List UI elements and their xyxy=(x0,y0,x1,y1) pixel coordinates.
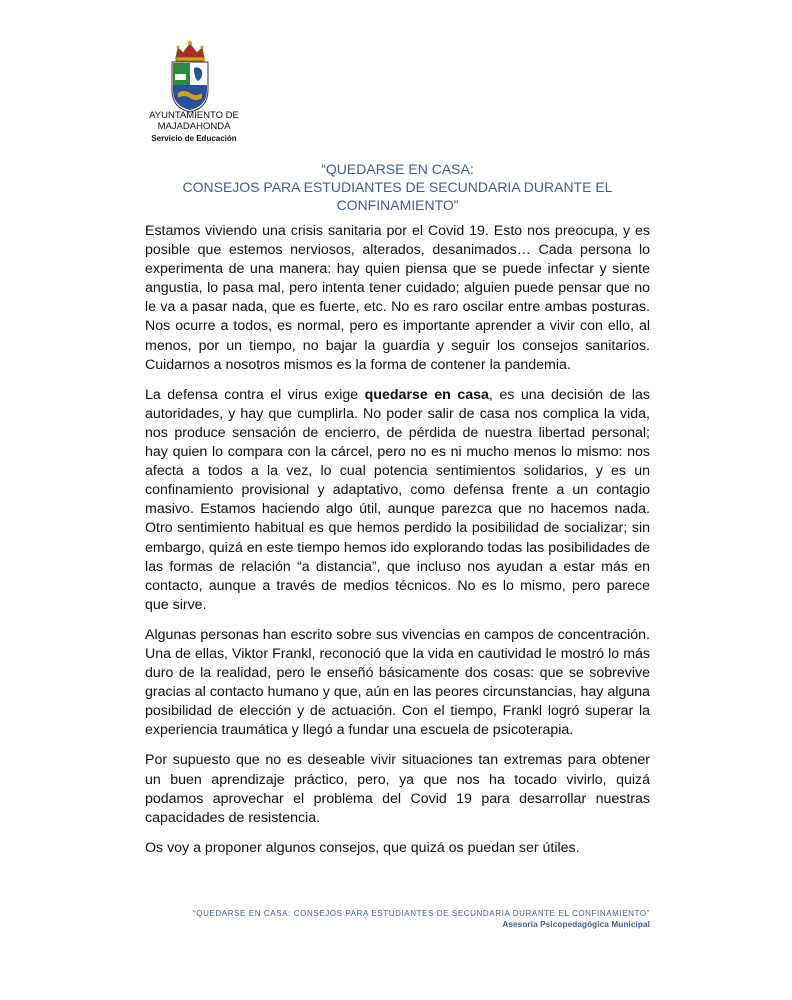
footer-department: Asesoría Psicopedagógica Municipal xyxy=(502,920,650,929)
paragraph-2 xyxy=(145,386,650,615)
paragraph-1: Estamos viviendo una crisis sanitaria por el Covid 19. Esto nos preocupa, y es posible que estemos nerviosos, alterados, desanimados… Cada persona lo experimenta de una manera: hay quien piensa que se puede infectar y siente angustia, lo pasa mal, pero intenta tener cuidado; alguien puede pensar que no le va a pasar nada, que es fuerte, etc. No es raro oscilar entre ambas posturas. Nos ocurre a todos, es normal, pero es importante aprender a vivir con ello, al menos, por un tiempo, no bajar la guardia y seguir los consejos sanitarios. Cuidarnos a nosotros mismos es la forma de contener la pandemia. xyxy=(145,223,650,373)
coat-of-arms-icon xyxy=(168,38,212,114)
paragraph-5: Os voy a proponer algunos consejos, que quizá os puedan ser útiles. xyxy=(145,839,580,856)
paragraph-2-rest: , es una decisión de las autoridades, y hay que cumplirla. No poder salir de casa nos complica la vida, nos produce sensación de encierro, de pérdida de nuestra libertad personal; hay quien lo compara con la cárcel, pero no es ni mucho menos lo mismo: nos afecta a todos a la vez, lo cual potencia sentimientos solidarios, y es un confinamiento provisional y adaptativo, como defensa frente a un contagio masivo. Estamos haciendo algo útil, aunque parezca que no hacemos nada. Otro sentimiento habitual es que hemos perdido la posibilidad de socializar; sin embargo, quizá en este tiempo hemos ido explorando todas las posibilidades de las formas de relación “a distancia”, que incluso nos ayudan a estar más en contacto, aunque a través de medios técnicos. No es lo mismo, pero parece que sirve. xyxy=(145,386,650,613)
organization-name xyxy=(140,110,248,132)
title-line-1: “QUEDARSE EN CASA: xyxy=(321,161,474,177)
organization-line-2: MAJADAHONDA xyxy=(157,121,231,132)
page-footer xyxy=(145,908,650,930)
title-line-2: CONSEJOS PARA ESTUDIANTES DE SECUNDARIA DURANTE EL xyxy=(182,179,613,195)
footer-title: “QUEDARSE EN CASA: CONSEJOS PARA ESTUDIANTES DE SECUNDARIA DURANTE EL CONFINAMIENTO” xyxy=(193,909,650,918)
document-body xyxy=(145,222,650,869)
paragraph-4: Por supuesto que no es deseable vivir situaciones tan extremas para obtener un buen aprendizaje práctico, pero, ya que nos ha tocado vivirlo, quizá podamos aprovechar el problema del Covid 19 para desarrollar nuestras capacidades de resistencia. xyxy=(145,752,650,826)
paragraph-2-start: La defensa contra el virus exige xyxy=(145,386,365,403)
department-name: Servicio de Educación xyxy=(151,134,237,143)
title-line-3: CONFINAMIENTO” xyxy=(336,197,459,213)
paragraph-2-emphasis: quedarse en casa xyxy=(364,386,489,403)
organization-line-1: AYUNTAMIENTO DE xyxy=(149,110,239,121)
paragraph-3: Algunas personas han escrito sobre sus vivencias en campos de concentración. Una de ellas, Viktor Frankl, reconoció que la vida en cautividad le mostró lo más duro de la realidad, pero le enseñó básicamente dos cosas: que se sobrevive gracias al contacto humano y que, aún en las peores circunstancias, hay alguna posibilidad de elección y de actuación. Con el tiempo, Frankl logró superar la experiencia traumática y llegó a fundar una escuela de psicoterapia. xyxy=(145,626,650,739)
document-title xyxy=(145,160,650,214)
